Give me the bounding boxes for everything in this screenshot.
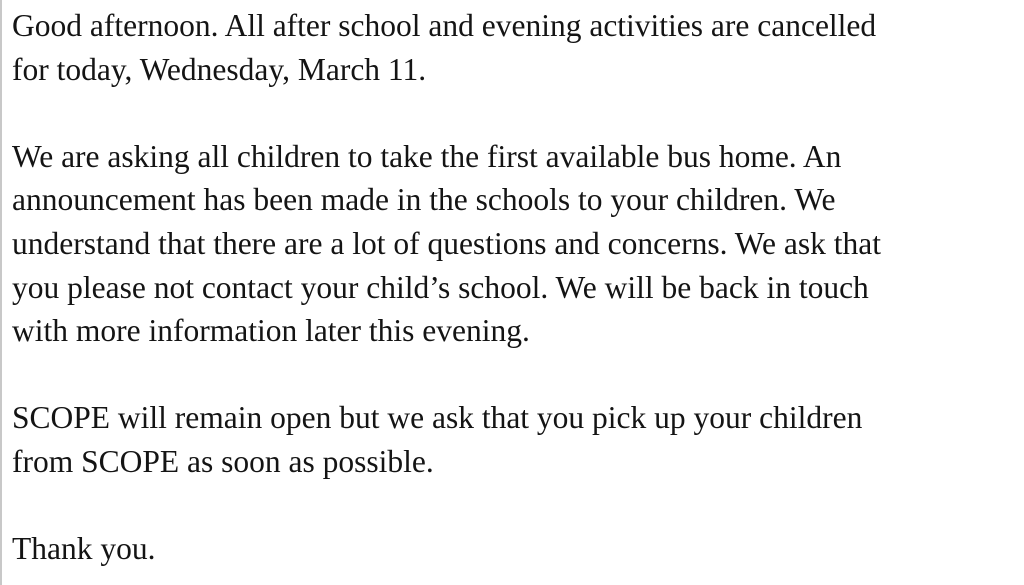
paragraph-cancellation-notice [12,4,1010,91]
text-line: Thank you. [12,531,156,567]
text-line: announcement has been made in the schools to your children. We [12,182,836,218]
text-line: SCOPE will remain open but we ask that you pick up your children [12,400,863,436]
paragraph-sign-off [12,527,1010,571]
text-line: understand that there are a lot of questions and concerns. We ask that [12,225,881,261]
text-line: you please not contact your child’s school. We will be back in touch [12,269,869,305]
text-line: with more information later this evening. [12,313,530,349]
text-line: for today, Wednesday, March 11. [12,51,427,87]
paragraph-bus-instructions [12,135,1010,353]
text-line: from SCOPE as soon as possible. [12,443,434,479]
paragraph-scope-pickup [12,396,1010,483]
text-line: We are asking all children to take the first available bus home. An [12,138,842,174]
text-line: Good afternoon. All after school and evening activities are cancelled [12,8,877,43]
